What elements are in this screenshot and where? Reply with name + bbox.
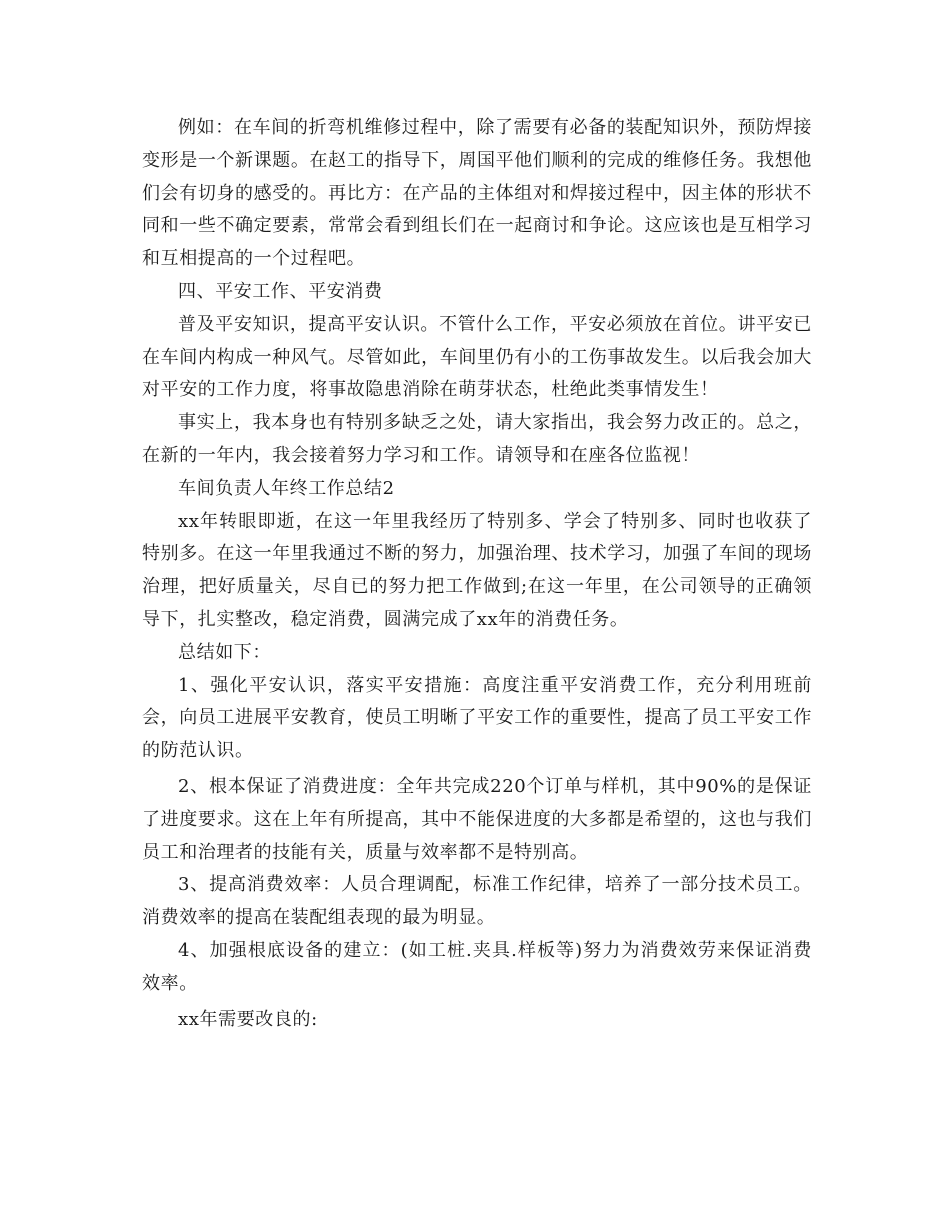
list-item-production-progress: 2、根本保证了消费进度：全年共完成220个订单与样机，其中90%的是保证了进度要求。这在上年有所提高，其中不能保进度的大多都是希望的，这也与我们员工和治理者的技能有关，质量与效率都不是特别高。 <box>142 775 812 863</box>
document-body <box>142 112 812 1036</box>
paragraph-safety-knowledge: 普及平安知识，提高平安认识。不管什么工作，平安必须放在首位。讲平安已在车间内构成一种风气。尽管如此，车间里仍有小的工伤事故发生。以后我会加大对平安的工作力度，将事故隐患消除在萌芽状态，杜绝此类事情发生！ <box>142 313 812 401</box>
paragraph-closing-remarks: 事实上，我本身也有特别多缺乏之处，请大家指出，我会努力改正的。总之，在新的一年内，我会接着努力学习和工作。请领导和在座各位监视！ <box>142 412 812 466</box>
paragraph-year-review: xx年转眼即逝，在这一年里我经历了特别多、学会了特别多、同时也收获了特别多。在这一年里我通过不断的努力，加强治理、技术学习，加强了车间的现场治理，把好质量关，尽自已的努力把工作做到;在这一年里，在公司领导的正确领导下，扎实整改，稳定消费，圆满完成了xx年的消费任务。 <box>142 510 812 630</box>
document-subtitle: 车间负责人年终工作总结2 <box>178 477 395 499</box>
section-heading-safety: 四、平安工作、平安消费 <box>178 280 383 302</box>
paragraph-maintenance-example: 例如：在车间的折弯机维修过程中，除了需要有必备的装配知识外，预防焊接变形是一个新课题。在赵工的指导下，周国平他们顺利的完成的维修任务。我想他们会有切身的感受的。再比方：在产品的主体组对和焊接过程中，因主体的形状不同和一些不确定要素，常常会看到组长们在一起商讨和争论。这应该也是互相学习和互相提高的一个过程吧。 <box>142 117 812 270</box>
list-item-safety-measures: 1、强化平安认识，落实平安措施：高度注重平安消费工作，充分利用班前会，向员工进展平安教育，使员工明晰了平安工作的重要性，提高了员工平安工作的防范认识。 <box>142 674 812 762</box>
paragraph-improvements-heading: xx年需要改良的: <box>178 1008 318 1030</box>
list-item-efficiency: 3、提高消费效率：人员合理调配，标准工作纪律，培养了一部分技术员工。消费效率的提高在装配组表现的最为明显。 <box>142 874 812 929</box>
paragraph-summary-intro: 总结如下： <box>178 641 271 663</box>
list-item-equipment: 4、加强根底设备的建立：(如工桩.夹具.样板等)努力为消费效劳来保证消费效率。 <box>142 939 812 994</box>
